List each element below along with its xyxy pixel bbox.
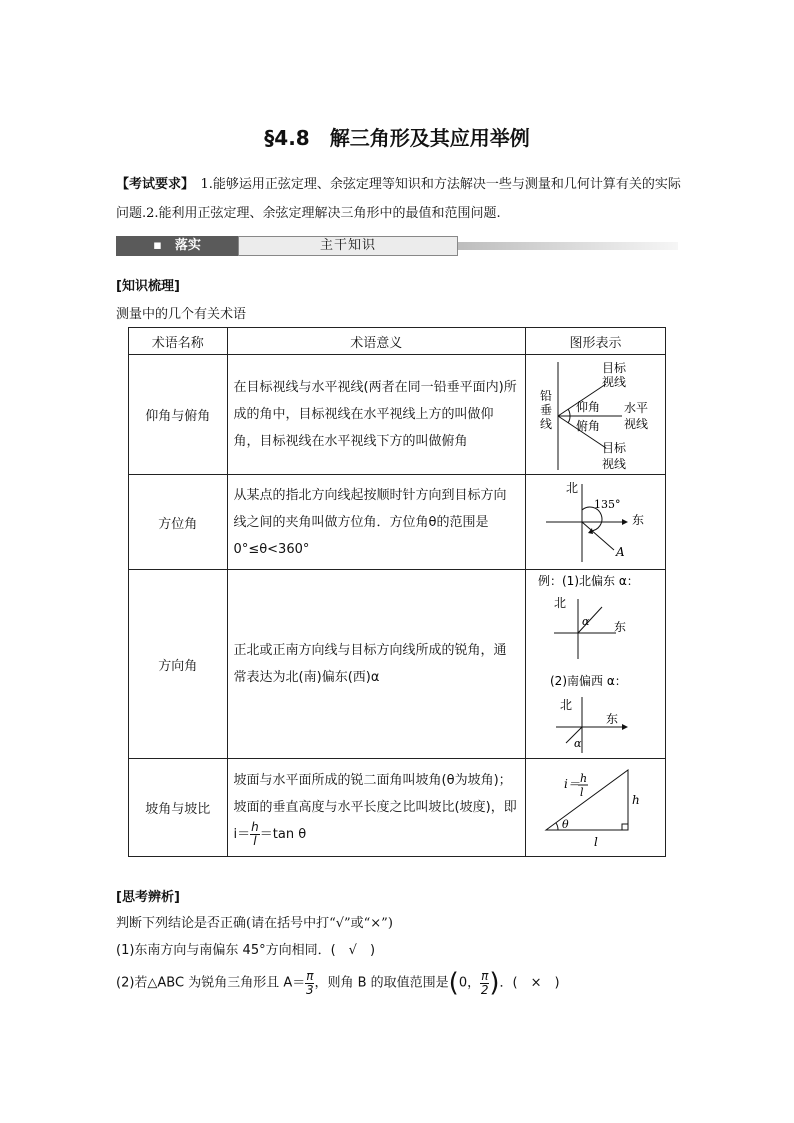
azimuth-svg	[526, 476, 665, 569]
table-row	[129, 355, 666, 475]
term-meaning: 从某点的指北方向线起按顺时针方向到目标方向线之间的夹角叫做方位角．方位角θ的范围是 0°≤θ<360°	[227, 475, 525, 570]
q2-frac-2	[480, 970, 489, 997]
q2-frac2-num: π	[481, 968, 489, 983]
fig1-target-bot-2: 视线	[601, 456, 626, 471]
thinking-heading: [思考辨析]	[116, 890, 180, 905]
slope-svg	[526, 760, 665, 856]
direction-svg	[526, 571, 665, 758]
fig1-elevation: 仰角	[575, 399, 600, 414]
slope-frac-den: l	[253, 834, 257, 848]
q2-paren-open: (	[448, 968, 459, 998]
slope-frac-num: h	[251, 820, 259, 834]
fig3-alpha-2: α	[573, 736, 582, 750]
banner-dark-label: ▪ 落实	[116, 236, 238, 256]
knowledge-subheading: 测量中的几个有关术语	[116, 307, 247, 322]
terms-table	[128, 327, 666, 857]
figure-elevation-depression	[525, 355, 665, 475]
term-name: 仰角与俯角	[129, 355, 228, 475]
fig1-plumb-2: 垂	[539, 402, 552, 417]
fig4-frac-den: l	[579, 785, 584, 799]
fig1-plumb-1: 铅	[539, 388, 552, 403]
fig3-north-2: 北	[559, 697, 572, 712]
exam-req-text: 1.能够运用正弦定理、余弦定理等知识和方法解决一些与测量和几何计算有关的实际问题.2.能利用正弦定理、余弦定理解决三角形中的最值和范围问题.	[116, 177, 681, 221]
fig1-horiz-2: 视线	[623, 416, 648, 431]
table-header-cell: 图形表示	[525, 328, 665, 355]
q2-text-2: ，则角 B 的取值范围是	[314, 975, 449, 991]
banner-light-label: 主干知识	[238, 236, 458, 256]
fig3-example2: (2)南偏西 α：	[549, 673, 627, 688]
q1-mark: √	[348, 943, 357, 958]
fig1-target-top-1: 目标	[601, 360, 626, 375]
table-header-row	[129, 328, 666, 355]
slope-fraction	[250, 821, 260, 848]
figure-azimuth	[525, 475, 665, 570]
table-header-cell: 术语名称	[129, 328, 228, 355]
term-name: 方位角	[129, 475, 228, 570]
fig4-frac-num: h	[579, 771, 588, 785]
term-name: 坡角与坡比	[129, 759, 228, 857]
fig4-l: l	[593, 834, 598, 849]
q2-frac2-den: 2	[480, 982, 489, 997]
q2-text-3: ．(	[499, 975, 531, 991]
q2-close: )	[541, 975, 560, 991]
term-name: 方向角	[129, 570, 228, 759]
slope-meaning-2: ＝tan θ	[259, 827, 307, 842]
fig4-i-label: i＝	[563, 776, 580, 791]
term-meaning	[227, 759, 525, 857]
fig3-alpha-1: α	[581, 614, 590, 628]
fig4-theta: θ	[561, 817, 569, 831]
fig2-angle: 135°	[593, 497, 621, 511]
fig3-example1: 例：(1)北偏东 α：	[537, 573, 639, 588]
q2-frac1-num: π	[306, 968, 314, 983]
fig1-target-top-2: 视线	[601, 374, 626, 389]
question-2	[116, 968, 560, 999]
fig3-north-1: 北	[553, 595, 566, 610]
page-title: §4.8 解三角形及其应用举例	[264, 126, 530, 150]
fig2-north: 北	[565, 480, 578, 495]
fig1-depression: 俯角	[575, 418, 600, 433]
exam-req-tag: 【考试要求】	[116, 177, 188, 192]
q2-open: 0，	[458, 975, 481, 991]
fig1-target-bot-1: 目标	[601, 440, 626, 455]
table-row	[129, 570, 666, 759]
exam-requirements	[116, 170, 682, 228]
q2-paren-close: )	[489, 968, 500, 998]
elevation-depression-svg	[526, 356, 665, 474]
figure-slope	[525, 759, 665, 857]
section-banner	[116, 236, 678, 256]
fig2-east: 东	[631, 512, 644, 527]
fig3-east-1: 东	[613, 619, 626, 634]
question-1	[116, 939, 375, 958]
fig3-east-2: 东	[605, 711, 618, 726]
fig1-plumb-3: 线	[539, 416, 552, 431]
table-header-cell: 术语意义	[227, 328, 525, 355]
fig4-h: h	[631, 792, 640, 807]
table-row	[129, 475, 666, 570]
q2-frac1-den: 3	[306, 982, 314, 997]
term-meaning: 正北或正南方向线与目标方向线所成的锐角，通常表达为北(南)偏东(西)α	[227, 570, 525, 759]
banner-fade-bar	[458, 242, 678, 250]
knowledge-heading: [知识梳理]	[116, 279, 180, 294]
fig2-point: A	[615, 544, 625, 559]
fig1-horiz-1: 水平	[623, 400, 648, 415]
slope-meaning-1: 坡面与水平面所成的锐二面角叫坡角(θ为坡角)；坡面的垂直高度与水平长度之比叫坡比(坡度)，即 i＝	[233, 773, 517, 842]
q2-text-1: (2)若△ABC 为锐角三角形且 A＝	[116, 975, 306, 991]
q1-text: (1)东南方向与南偏东 45°方向相同．(	[116, 943, 349, 958]
table-row	[129, 759, 666, 857]
figure-direction	[525, 570, 665, 759]
q1-close: )	[356, 943, 376, 958]
thinking-intro: 判断下列结论是否正确(请在括号中打“√”或“×”)	[116, 916, 393, 931]
q2-mark: ×	[530, 975, 542, 991]
term-meaning: 在目标视线与水平视线(两者在同一铅垂平面内)所成的角中，目标视线在水平视线上方的叫做仰角，目标视线在水平视线下方的叫做俯角	[227, 355, 525, 475]
